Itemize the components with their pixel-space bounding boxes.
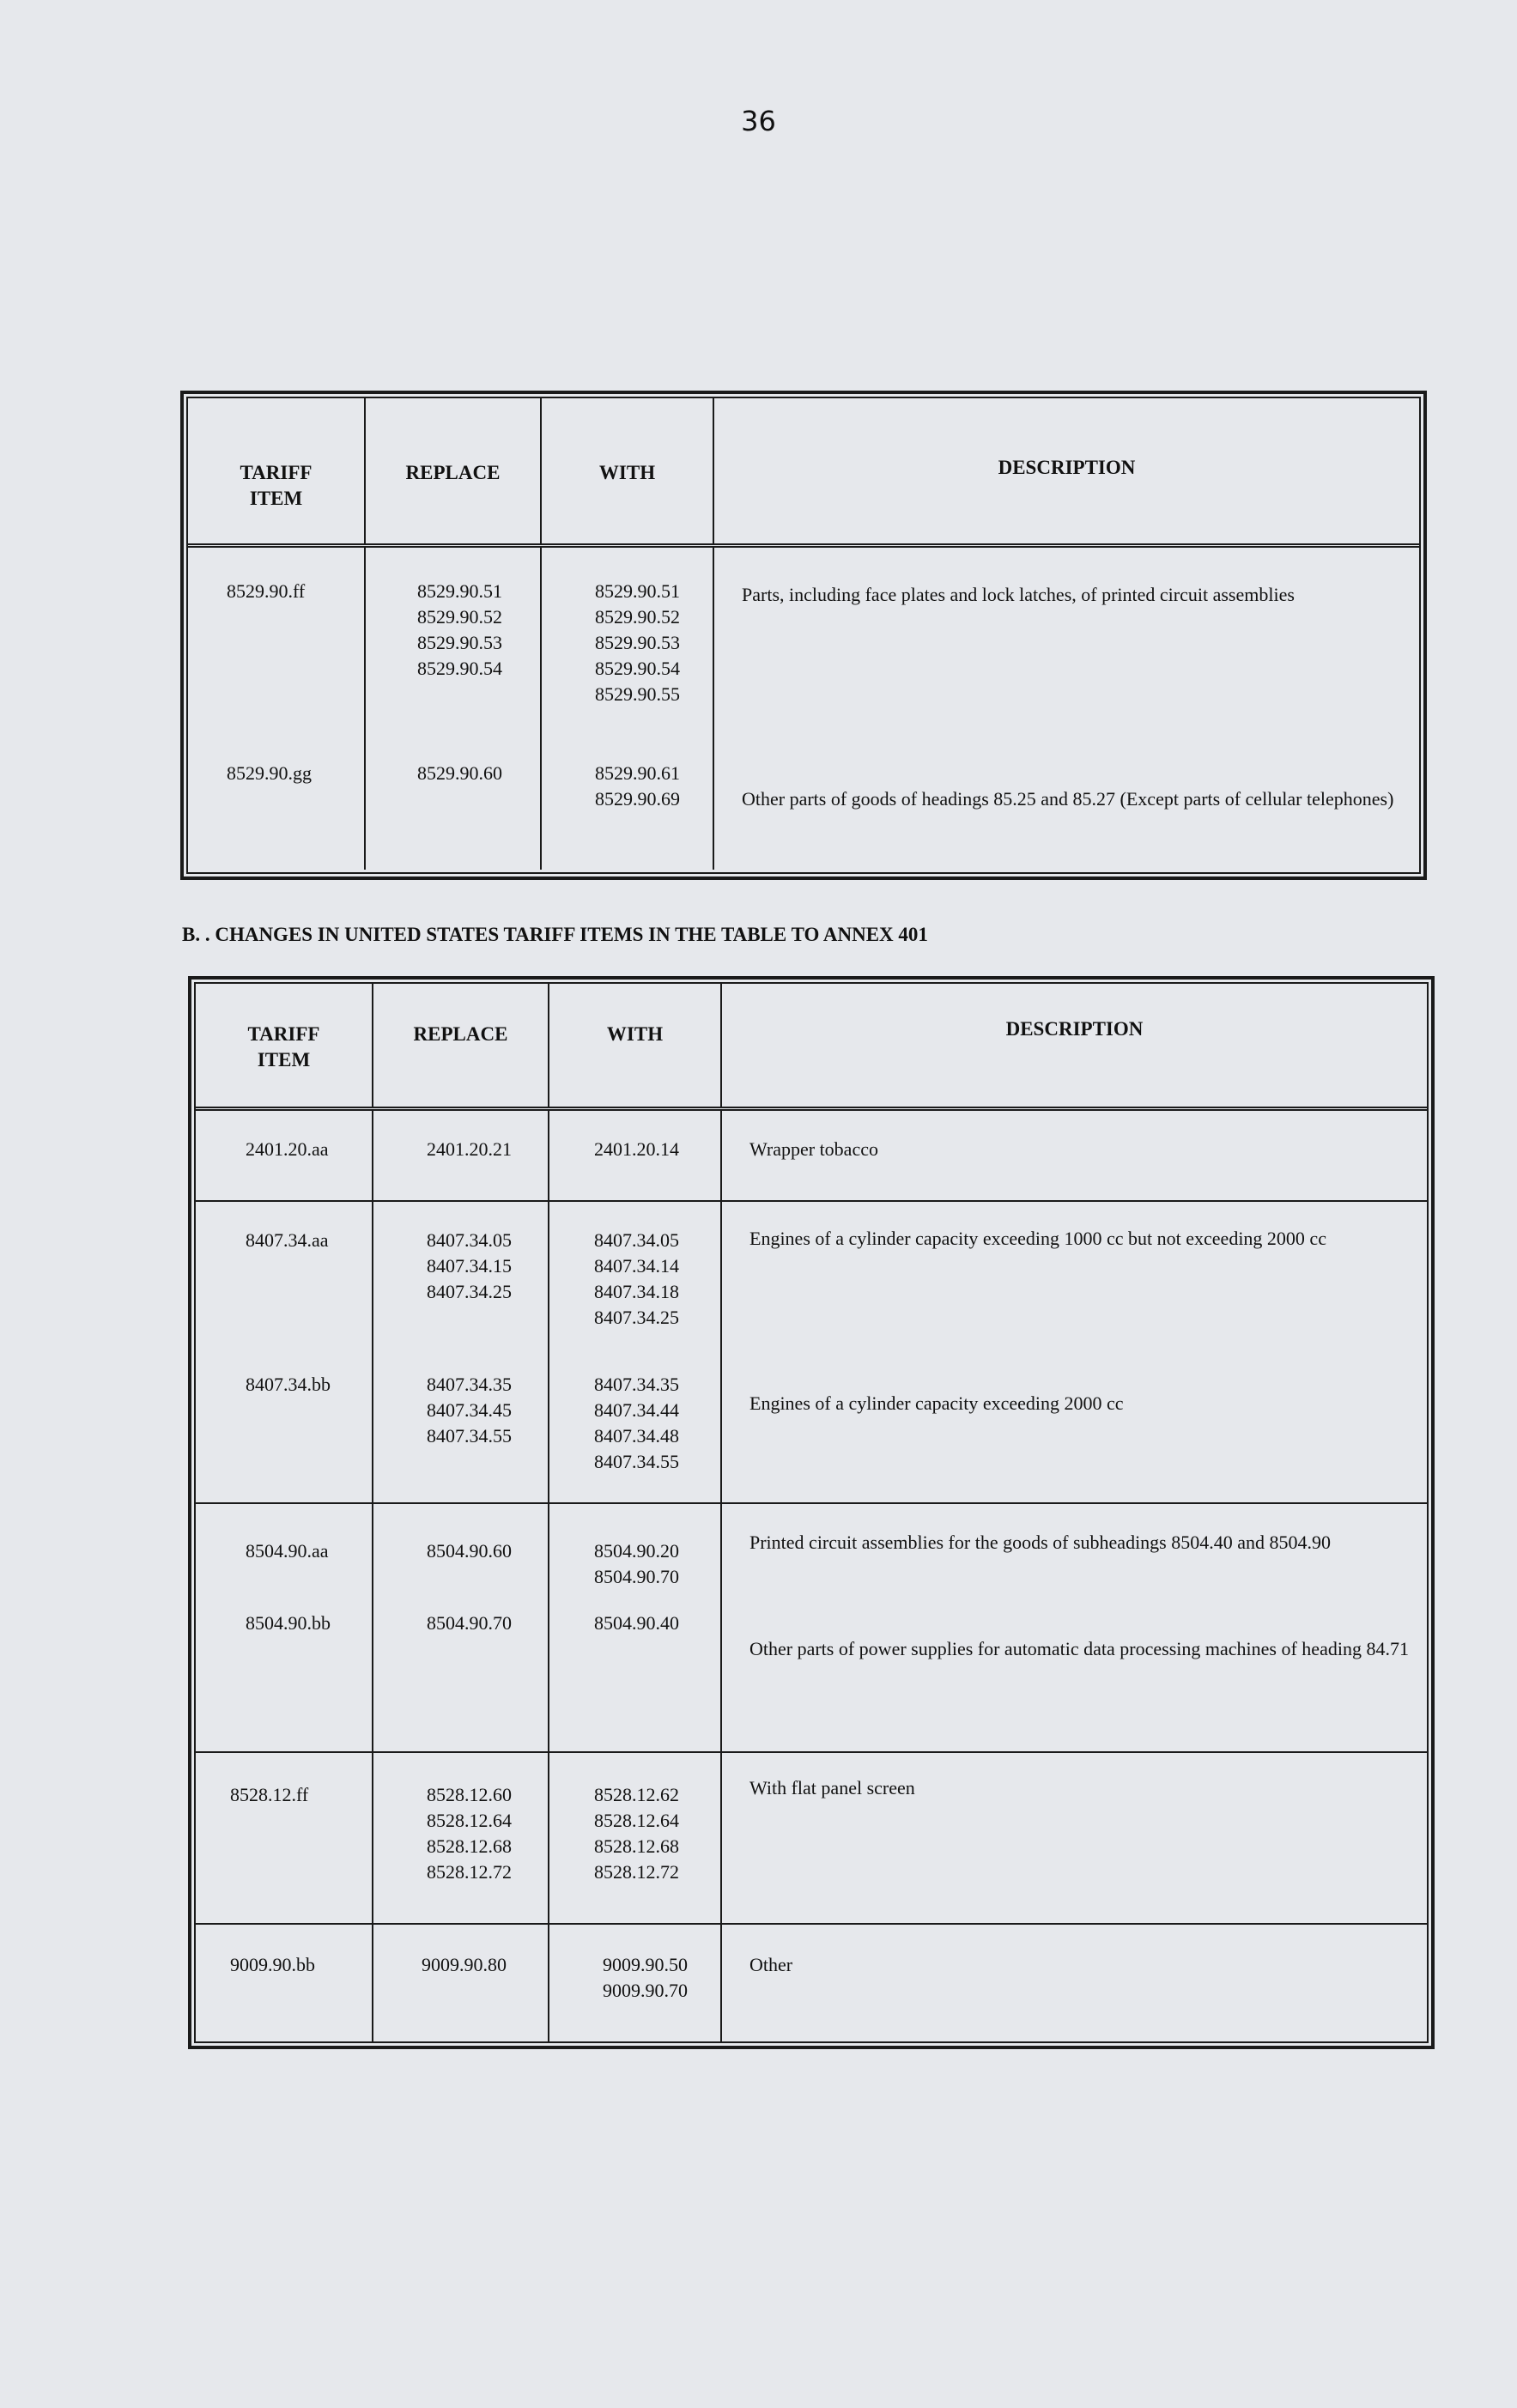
with-code: 8407.34.05	[594, 1229, 679, 1251]
tariff-item: 8529.90.ff	[227, 580, 306, 602]
with-code: 8407.34.14	[594, 1255, 679, 1277]
replace-code: 8528.12.68	[427, 1835, 512, 1857]
table-row	[196, 1200, 1427, 1502]
tariff-item-column	[188, 548, 366, 870]
tariff-item: 8407.34.bb	[246, 1374, 331, 1395]
description-column	[714, 548, 1419, 870]
replace-code: 8528.12.64	[427, 1810, 512, 1831]
description-text: Wrapper tobacco	[749, 1138, 878, 1160]
with-code: 8529.90.55	[595, 683, 680, 705]
replace-code: 8504.90.70	[427, 1612, 512, 1634]
tariff-item: 9009.90.bb	[196, 1925, 373, 2043]
section-b-heading: B. . CHANGES IN UNITED STATES TARIFF ITEMS IN THE TABLE TO ANNEX 401	[182, 924, 928, 945]
header-description: DESCRIPTION	[1005, 1018, 1144, 1040]
with-code: 8528.12.64	[594, 1810, 679, 1831]
table-b	[188, 976, 1435, 2049]
header-tariff-item: TARIFF ITEM	[188, 398, 366, 543]
table-row	[196, 1923, 1427, 2043]
with-code: 8407.34.48	[594, 1425, 679, 1447]
header-with: WITH	[549, 984, 722, 1107]
with-code: 8529.90.52	[595, 606, 680, 628]
with-code: 8407.34.25	[594, 1307, 679, 1328]
table-row	[196, 1751, 1427, 1923]
header-replace: REPLACE	[373, 984, 549, 1107]
with-code: 8528.12.72	[594, 1861, 679, 1883]
tariff-item: 2401.20.aa	[196, 1111, 373, 1200]
header-tariff-item: TARIFF ITEM	[196, 984, 373, 1107]
description-text: Engines of a cylinder capacity exceeding 2000 cc	[749, 1392, 1124, 1414]
replace-code: 8407.34.45	[427, 1399, 512, 1421]
with-column	[549, 1202, 722, 1502]
description-text: Other parts of goods of headings 85.25 and 85.27 (Except parts of cellular telephones)	[742, 788, 1394, 810]
table-row	[196, 1111, 1427, 1200]
with-code: 8529.90.51	[595, 580, 680, 602]
with-code: 9009.90.70	[603, 1980, 688, 2001]
tariff-item-column	[196, 1504, 373, 1751]
table-b-header	[196, 984, 1427, 1111]
replace-code: 2401.20.21	[373, 1111, 549, 1200]
description-text: Parts, including face plates and lock latches, of printed circuit assemblies	[742, 584, 1295, 605]
description-text: Printed circuit assemblies for the goods of subheadings 8504.40 and 8504.90	[749, 1532, 1332, 1553]
with-code: 9009.90.50	[603, 1954, 688, 1975]
tariff-item: 8528.12.ff	[196, 1753, 373, 1923]
description-text: Other parts of power supplies for automatic data processing machines of heading 84.71	[749, 1638, 1409, 1659]
description-text: Engines of a cylinder capacity exceeding 1000 cc but not exceeding 2000 cc	[749, 1228, 1326, 1249]
replace-code: 8528.12.72	[427, 1861, 512, 1883]
replace-code: 8407.34.15	[427, 1255, 512, 1277]
tariff-item: 8504.90.bb	[246, 1612, 331, 1634]
replace-column	[373, 1202, 549, 1502]
description-text: Other	[749, 1954, 793, 1975]
header-description: DESCRIPTION	[998, 457, 1136, 478]
with-column	[549, 1925, 722, 2043]
description-text: With flat panel screen	[749, 1777, 915, 1798]
tariff-item: 8529.90.gg	[227, 762, 312, 784]
with-code: 8529.90.54	[595, 658, 680, 679]
replace-code: 8528.12.60	[427, 1784, 512, 1805]
with-column	[549, 1504, 722, 1751]
with-code: 8529.90.61	[595, 762, 680, 784]
table-row	[196, 1502, 1427, 1751]
header-replace: REPLACE	[366, 398, 542, 543]
replace-code: 8407.34.55	[427, 1425, 512, 1447]
replace-column	[373, 1753, 549, 1923]
table-a	[180, 391, 1427, 880]
with-code: 8407.34.18	[594, 1281, 679, 1302]
replace-column	[366, 548, 542, 870]
replace-code: 8504.90.60	[427, 1540, 512, 1562]
replace-code: 9009.90.80	[373, 1925, 549, 2043]
description-column	[722, 1504, 1427, 1751]
with-code: 8504.90.70	[594, 1566, 679, 1587]
with-code: 8407.34.55	[594, 1451, 679, 1472]
with-code: 8528.12.68	[594, 1835, 679, 1857]
description-column	[722, 1202, 1427, 1502]
page-number: 36	[741, 105, 776, 137]
replace-code: 8529.90.54	[417, 658, 502, 679]
replace-code: 8529.90.53	[417, 632, 502, 653]
replace-column	[373, 1504, 549, 1751]
replace-code: 8407.34.25	[427, 1281, 512, 1302]
table-row	[188, 548, 1419, 870]
replace-code: 8529.90.52	[417, 606, 502, 628]
with-code: 2401.20.14	[549, 1111, 722, 1200]
tariff-item-column	[196, 1202, 373, 1502]
table-a-header	[188, 398, 1419, 548]
replace-code: 8407.34.05	[427, 1229, 512, 1251]
with-code: 8528.12.62	[594, 1784, 679, 1805]
with-code: 8407.34.35	[594, 1374, 679, 1395]
tariff-item: 8504.90.aa	[246, 1540, 329, 1562]
replace-code: 8529.90.51	[417, 580, 502, 602]
with-code: 8407.34.44	[594, 1399, 679, 1421]
header-with: WITH	[542, 398, 714, 543]
with-code: 8504.90.40	[594, 1612, 679, 1634]
with-code: 8504.90.20	[594, 1540, 679, 1562]
with-code: 8529.90.69	[595, 788, 680, 810]
replace-code: 8407.34.35	[427, 1374, 512, 1395]
with-column	[549, 1753, 722, 1923]
with-column	[542, 548, 714, 870]
replace-code: 8529.90.60	[417, 762, 502, 784]
tariff-item: 8407.34.aa	[246, 1229, 329, 1251]
with-code: 8529.90.53	[595, 632, 680, 653]
